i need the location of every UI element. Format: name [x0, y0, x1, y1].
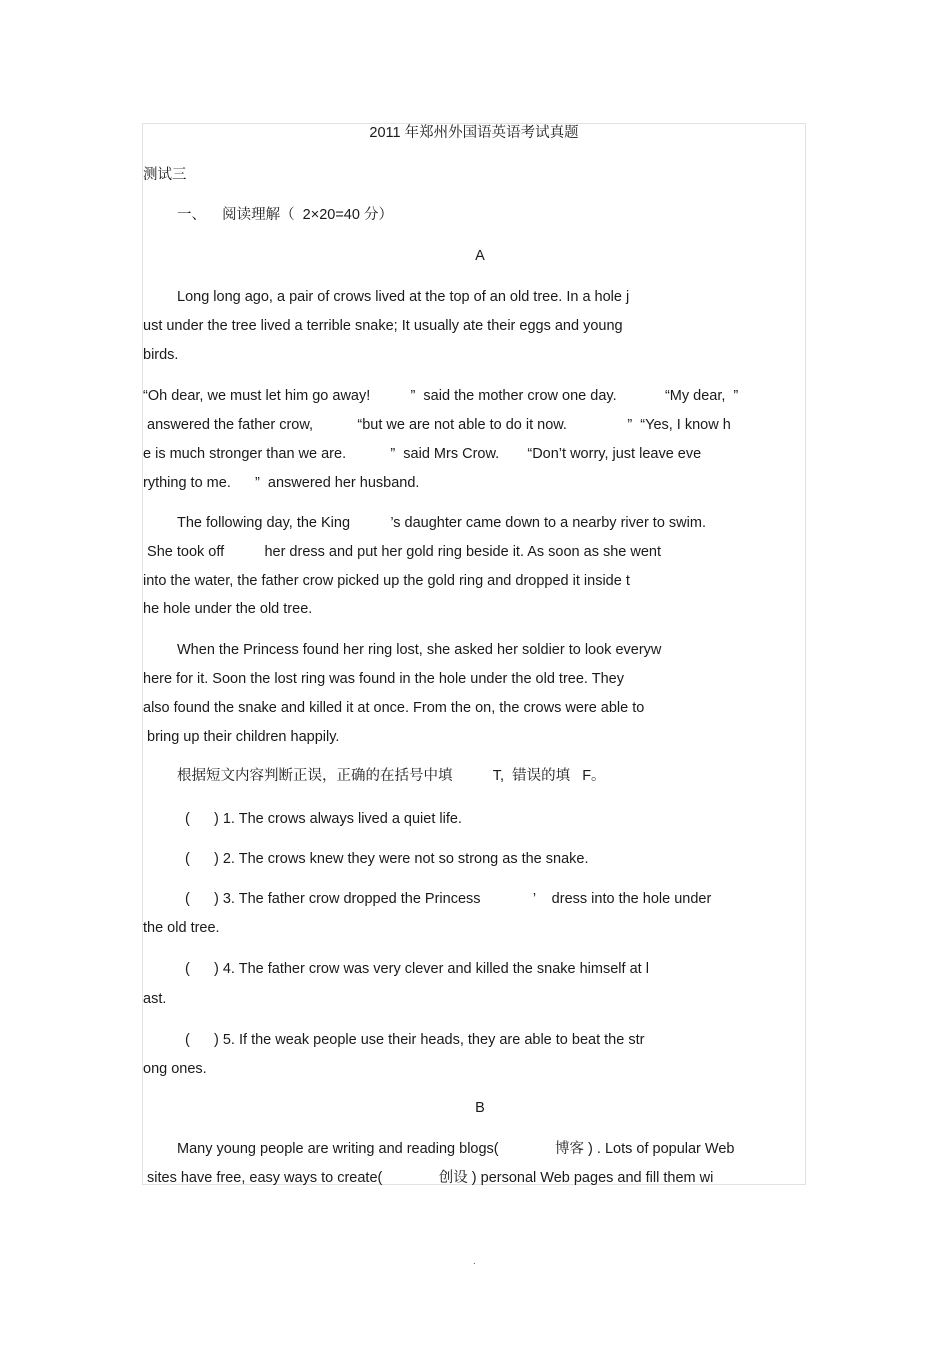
passage-a-line: birds. — [143, 347, 179, 363]
footer-mark: . — [473, 1256, 476, 1267]
passage-b-line: Many young people are writing and reading blogs( 博客 ) . Lots of popular Web — [177, 1141, 735, 1157]
exam-title: 2011 年郑州外国语英语考试真题 — [369, 125, 579, 141]
question-5: ( ) 5. If the weak people use their heads, they are able to beat the str — [185, 1032, 645, 1048]
question-2: ( ) 2. The crows knew they were not so strong as the snake. — [185, 851, 589, 867]
question-5-continued: ong ones. — [143, 1061, 207, 1077]
question-4-continued: ast. — [143, 991, 167, 1007]
passage-a-label: A — [475, 248, 485, 264]
passage-a-line: answered the father crow, “but we are not able to do it now. ” “Yes, I know h — [143, 417, 731, 433]
passage-a-line: bring up their children happily. — [143, 729, 340, 745]
passage-a-line: “Oh dear, we must let him go away! ” said the mother crow one day. “My dear, ” — [143, 388, 739, 404]
passage-a-line: he hole under the old tree. — [143, 601, 313, 617]
question-3-continued: the old tree. — [143, 920, 220, 936]
passage-a-line: e is much stronger than we are. ” said Mrs Crow. “Don’t worry, just leave eve — [143, 446, 702, 462]
passage-a-line: She took off her dress and put her gold ring beside it. As soon as she went — [143, 544, 662, 560]
passage-a-line: here for it. Soon the lost ring was found in the hole under the old tree. They — [143, 671, 624, 687]
passage-a-line: The following day, the King ’s daughter came down to a nearby river to swim. — [177, 515, 706, 531]
question-4: ( ) 4. The father crow was very clever and killed the snake himself at l — [185, 961, 649, 977]
question-3: ( ) 3. The father crow dropped the Princess ’ dress into the hole under — [185, 891, 712, 907]
passage-a-line: rything to me. ” answered her husband. — [143, 475, 420, 491]
passage-a-line: Long long ago, a pair of crows lived at the top of an old tree. In a hole j — [177, 289, 630, 305]
question-1: ( ) 1. The crows always lived a quiet life. — [185, 811, 462, 827]
passage-a-line: ust under the tree lived a terrible snake; It usually ate their eggs and young — [143, 318, 623, 334]
passage-a-line: into the water, the father crow picked up the gold ring and dropped it inside t — [143, 573, 630, 589]
passage-b-label: B — [475, 1100, 485, 1116]
instruction-text: 根据短文内容判断正误，正确的在括号中填 T, 错误的填 F。 — [177, 768, 606, 784]
part-heading: 一、 阅读理解（ 2×20=40 分） — [177, 207, 393, 223]
passage-b-line: sites have free, easy ways to create( 创设 ) personal Web pages and fill them wi — [143, 1170, 714, 1186]
passage-a-line: When the Princess found her ring lost, she asked her soldier to look everyw — [177, 642, 662, 658]
passage-a-line: also found the snake and killed it at once. From the on, the crows were able to — [143, 700, 645, 716]
section-heading: 测试三 — [143, 167, 187, 183]
